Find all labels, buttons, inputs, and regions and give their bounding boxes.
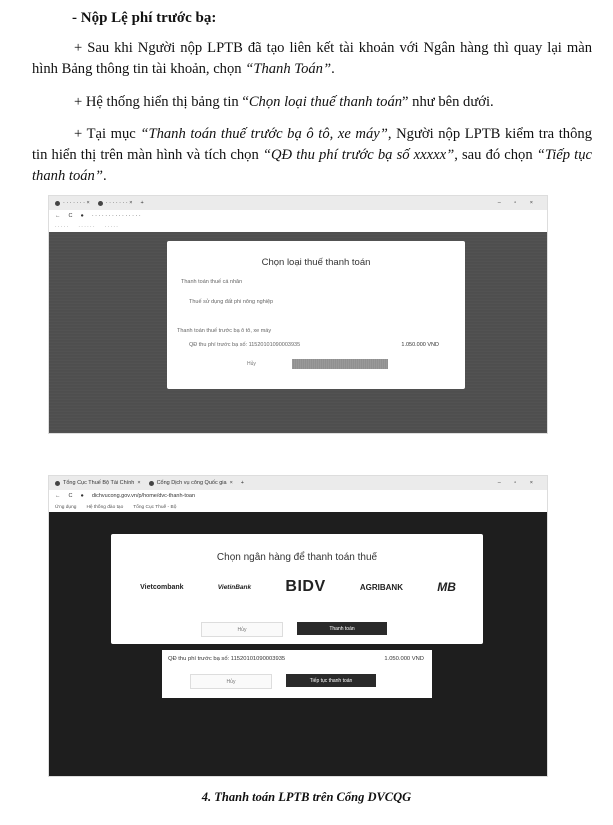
- modal-title: Chọn loại thuế thanh toán: [261, 257, 371, 268]
- back-icon[interactable]: ←: [55, 493, 61, 499]
- bookmark-item[interactable]: Tổng Cục Thuế - Bộ: [133, 504, 177, 510]
- continue-button[interactable]: [292, 359, 388, 369]
- bookmarks-bar: · · · · · · · · · · · · · · · ·: [49, 222, 547, 233]
- modal-title: Chọn ngân hàng để thanh toán thuế: [216, 552, 378, 563]
- browser-tab[interactable]: Cổng Dịch vụ công Quốc gia ×: [149, 480, 233, 486]
- favicon-icon: [149, 481, 154, 486]
- bank-vietinbank[interactable]: VietinBank: [217, 583, 252, 591]
- pay-button[interactable]: Thanh toán: [297, 622, 387, 635]
- favicon-icon: [98, 201, 103, 206]
- screenshot-bank-select: [48, 475, 548, 777]
- window-controls[interactable]: – ▫ ×: [497, 200, 539, 206]
- cancel-button[interactable]: Hủy: [247, 361, 256, 367]
- bank-vietcombank[interactable]: Vietcombank: [140, 583, 184, 591]
- cancel-button[interactable]: Hủy: [190, 674, 272, 689]
- option-registration-fee[interactable]: Thanh toán thuế trước bạ ô tô, xe máy: [177, 328, 272, 334]
- favicon-icon: [55, 481, 60, 486]
- modal-actions: [201, 622, 387, 637]
- fee-decision-row[interactable]: [168, 656, 424, 662]
- bank-mb[interactable]: MB: [437, 580, 456, 594]
- screenshot-tax-type: [48, 195, 548, 434]
- reload-icon[interactable]: C: [68, 493, 73, 499]
- section-heading: - Nộp Lệ phí trước bạ:: [72, 10, 217, 26]
- bank-bidv[interactable]: BIDV: [285, 578, 326, 595]
- bookmark-item[interactable]: Hệ thống đào tạo: [86, 504, 124, 510]
- reload-icon[interactable]: C: [68, 213, 73, 219]
- bank-agribank[interactable]: AGRIBANK: [359, 582, 403, 592]
- modal-actions: [247, 359, 388, 369]
- fee-amount: 1.050.000 VND: [401, 342, 439, 348]
- lock-icon: ●: [80, 213, 84, 219]
- browser-tab[interactable]: Tổng Cục Thuế Bộ Tài Chính ×: [55, 480, 141, 486]
- address-bar[interactable]: ← C ● · · · · · · · · · · · · · · ·: [49, 210, 547, 222]
- fee-decision-label: QĐ thu phí trước bạ số: 11520101090003935: [168, 656, 286, 662]
- fee-panel: [162, 650, 432, 698]
- figure-caption: 4. Thanh toán LPTB trên Cổng DVCQG: [201, 790, 412, 804]
- new-tab-icon[interactable]: +: [140, 200, 144, 206]
- browser-tab-bar: [49, 476, 547, 490]
- panel-actions: [190, 674, 376, 689]
- option-personal-tax[interactable]: Thanh toán thuế cá nhân: [181, 279, 243, 285]
- fee-decision-label: QĐ thu phí trước bạ số: 11520101090003935: [189, 342, 301, 348]
- bookmark-item[interactable]: Ứng dụng: [55, 504, 77, 510]
- new-tab-icon[interactable]: +: [240, 480, 245, 486]
- option-land-tax[interactable]: Thuế sử dụng đất phi nông nghiệp: [189, 299, 274, 305]
- continue-payment-button[interactable]: Tiếp tục thanh toán: [286, 674, 376, 687]
- back-icon[interactable]: ←: [55, 213, 61, 219]
- bank-list: [123, 578, 473, 596]
- browser-tab-bar: [49, 196, 547, 210]
- paragraph-3: + Tại mục “Thanh toán thuế trước bạ ô tô, xe máy”, Người nộp LPTB kiểm tra thông tin hiển thị trên màn hình và tích chọn “QĐ thu phí trước bạ số xxxxx”, sau đó chọn “Tiếp tục thanh toán”.: [32, 126, 593, 184]
- browser-tab[interactable]: · · · · · · · ×: [98, 200, 133, 206]
- tax-type-modal: [167, 241, 465, 389]
- fee-decision-row[interactable]: [189, 342, 439, 348]
- fee-amount: 1.050.000 VND: [384, 656, 424, 662]
- window-controls[interactable]: – ▫ ×: [497, 480, 539, 486]
- address-bar[interactable]: ← C ● dichvucong.gov.vn/p/home/dvc-thanh-toan: [49, 490, 547, 502]
- cancel-button[interactable]: Hủy: [201, 622, 283, 637]
- favicon-icon: [55, 201, 60, 206]
- paragraph-1: + Sau khi Người nộp LPTB đã tạo liên kết tài khoản với Ngân hàng thì quay lại màn hình Bảng thông tin tài khoản, chọn “Thanh Toán”.: [32, 40, 592, 77]
- browser-tab[interactable]: · · · · · · · ×: [55, 200, 90, 206]
- bank-select-modal: [111, 534, 483, 644]
- lock-icon: ●: [80, 493, 84, 499]
- paragraph-2: + Hệ thống hiển thị bảng tin “Chọn loại thuế thanh toán” như bên dưới.: [74, 94, 494, 110]
